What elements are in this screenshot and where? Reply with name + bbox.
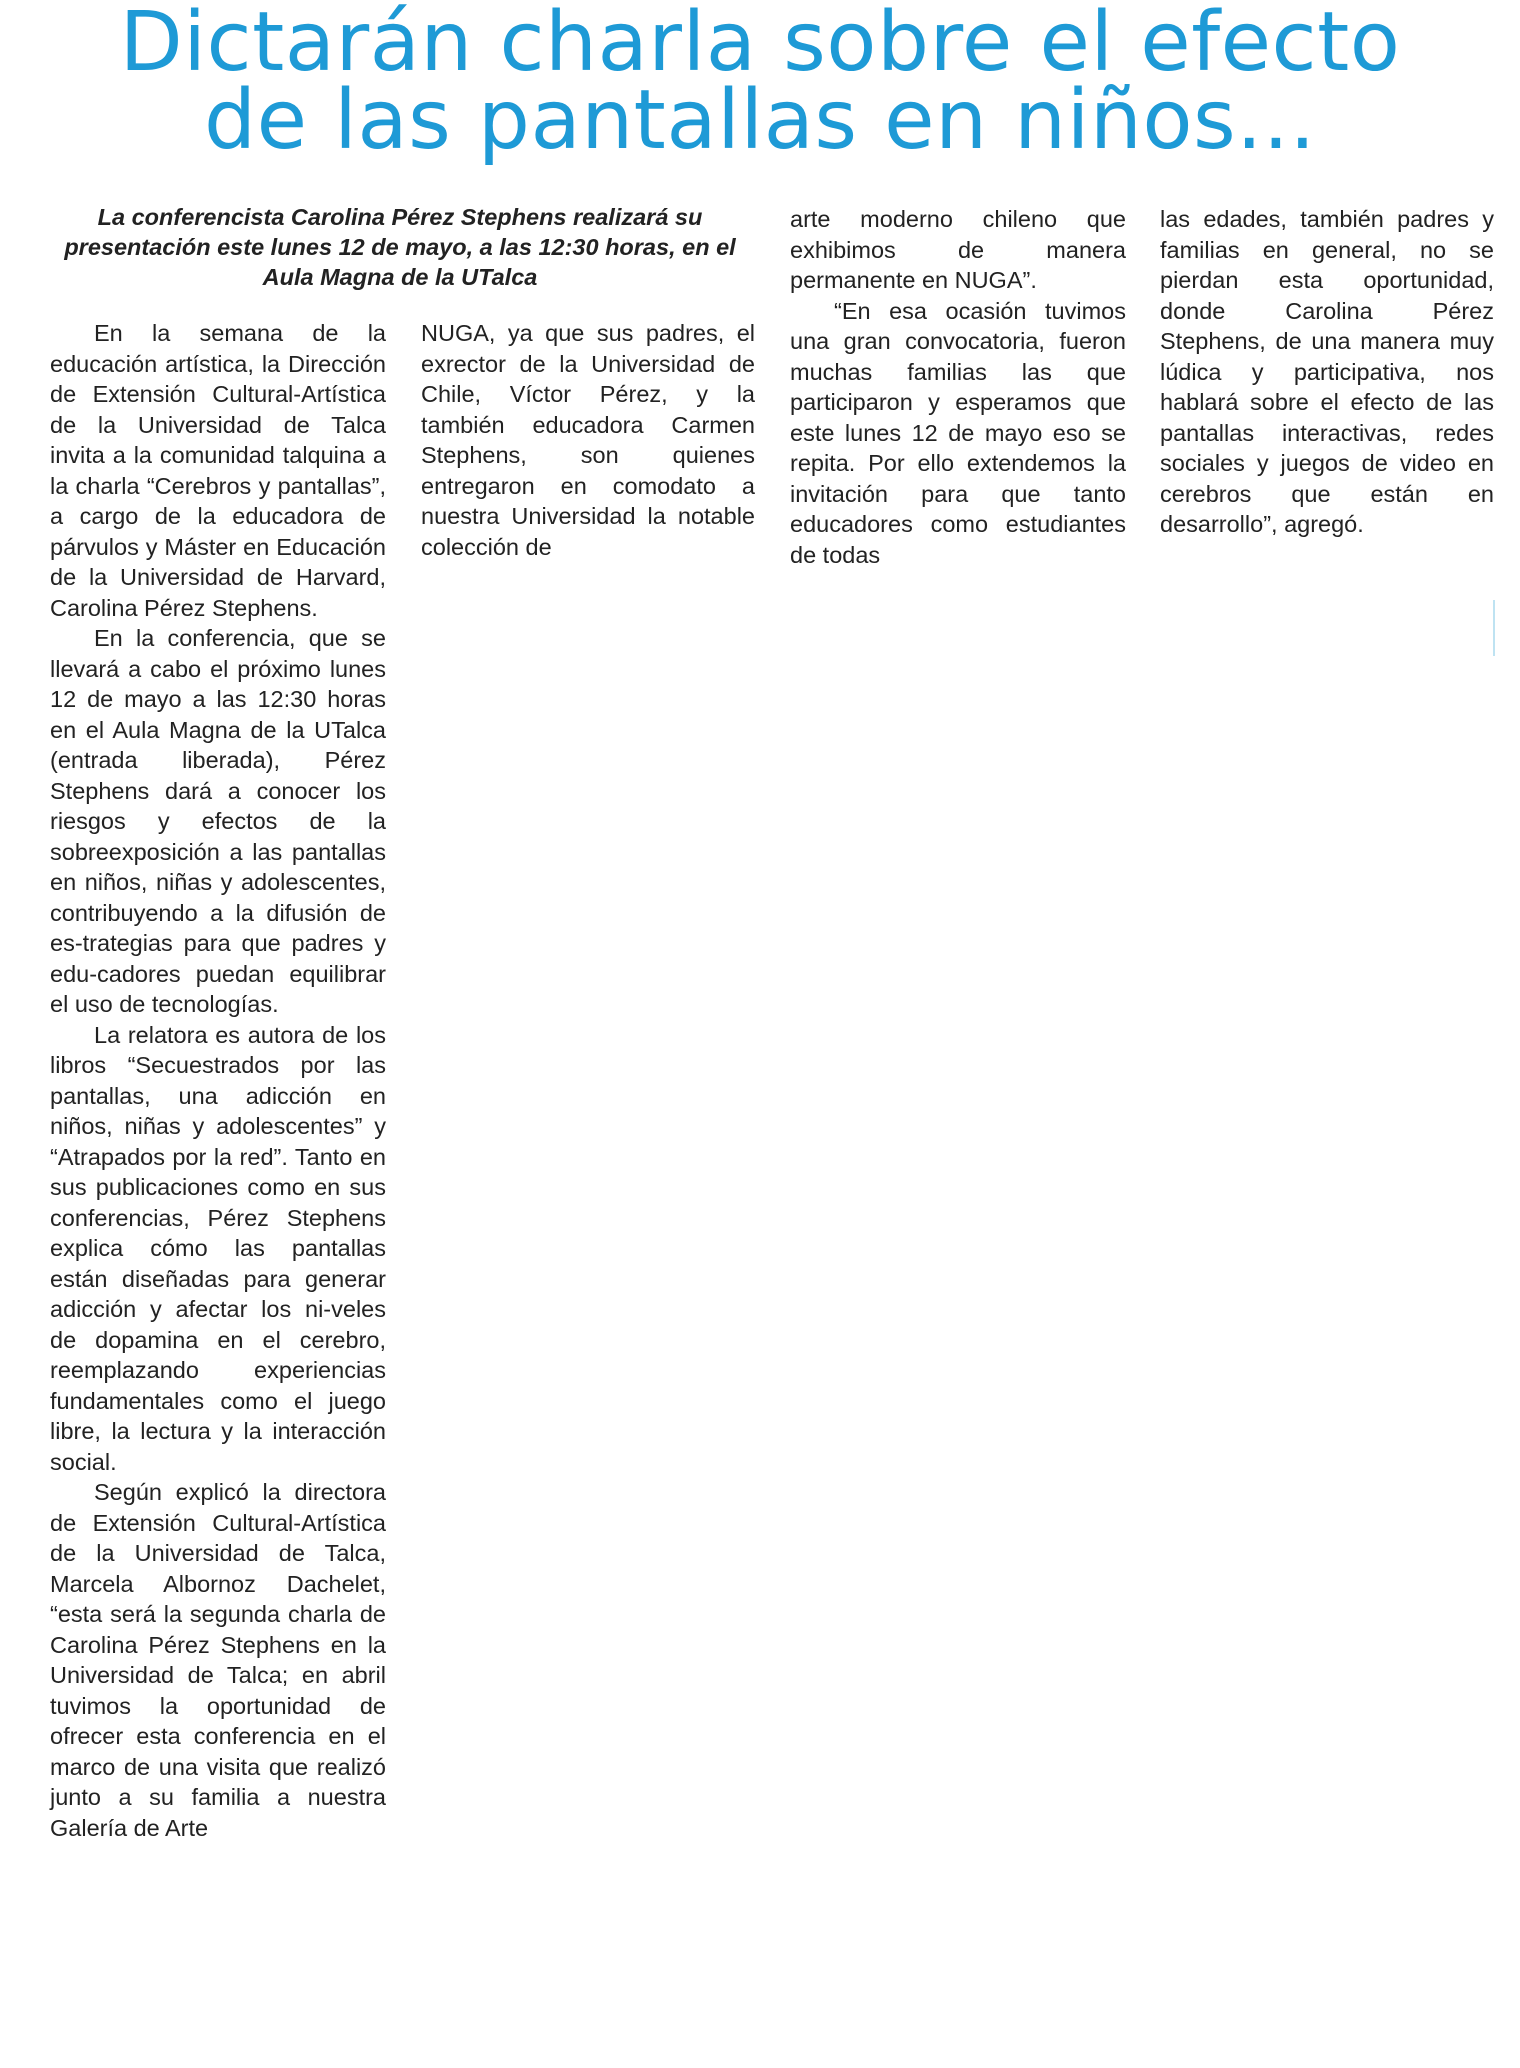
paragraph: La relatora es autora de los libros “Secuestrados por las pantallas, una adicción en niños, niñas y adolescentes” y “Atrapados por la red”. Tanto en sus publicaciones como en sus conferencias, Pérez Stephens explica cómo las pantallas están diseñadas para generar adicción y afectar los ni-veles de dopamina en el cerebro, reemplazando experiencias fundamentales como el juego libre, la lectura y la interacción social. (50, 1021, 386, 1475)
paragraph: “En esa ocasión tuvimos una gran convocatoria, fueron muchas familias las que participaron y esperamos que este lunes 12 de mayo eso se repita. Por ello extendemos la invitación para que tanto educadores como estudiantes de todas (790, 297, 1126, 568)
paragraph-continued: las edades, también padres y familias en general, no se pierdan esta oportunidad, donde Carolina Pérez Stephens, de una manera muy lúdica y participativa, nos hablará sobre el efecto de las pantallas interactivas, redes sociales y juegos de video en cerebros que están en desarrollo”, agregó. (1160, 206, 1494, 537)
paragraph-continued: arte moderno chileno que exhibimos de manera permanente en NUGA”. (790, 206, 1126, 293)
headline-line-2: de las pantallas en niños... (204, 73, 1316, 168)
paragraph: En la semana de la educación artística, la Dirección de Extensión Cultural-Artística de la Universidad de Talca invita a la comunidad talquina a la charla “Cerebros y pantallas”, a cargo de la educadora de párvulos y Máster en Educación de la Universidad de Harvard, Carolina Pérez Stephens. (50, 320, 386, 621)
paragraph: Según explicó la directora de Extensión Cultural-Artística de la Universidad de Talca, Marcela Albornoz Dachelet, “esta será la segunda charla de Carolina Pérez Stephens en la Universidad de Talca; en abril tuvimos la oportunidad de ofrecer esta conferencia en el marco de una visita que realizó junto a su familia a nuestra Galería de Arte (50, 1479, 386, 1841)
paragraph-continued: NUGA, ya que sus padres, el exrector de la Universidad de Chile, Víctor Pérez, y la también educadora Carmen Stephens, son quienes entregaron en comodato a nuestra Universidad la notable colección de (421, 320, 755, 560)
body-column-2 (421, 318, 755, 562)
body-column-4 (1160, 204, 1494, 540)
column-divider-line (1493, 600, 1495, 656)
paragraph: En la conferencia, que se llevará a cabo el próximo lunes 12 de mayo a las 12:30 horas en el Aula Magna de la UTalca (entrada liberada), Pérez Stephens dará a conocer los riesgos y efectos de la sobreexposición a las pantallas en niños, niñas y adolescentes, contribuyendo a la difusión de es-trategias para que padres y edu-cadores puedan equilibrar el uso de tecnologías. (50, 625, 386, 1017)
body-column-1 (50, 318, 386, 1843)
body-column-3 (790, 204, 1126, 570)
headline-line-1: Dictarán charla sobre el efecto (119, 0, 1401, 90)
article-deck: La conferencista Carolina Pérez Stephens realizará su presentación este lunes 12 de mayo, a las 12:30 horas, en el Aula Magna de la UTalca (64, 204, 736, 290)
article-headline (40, 0, 1480, 168)
